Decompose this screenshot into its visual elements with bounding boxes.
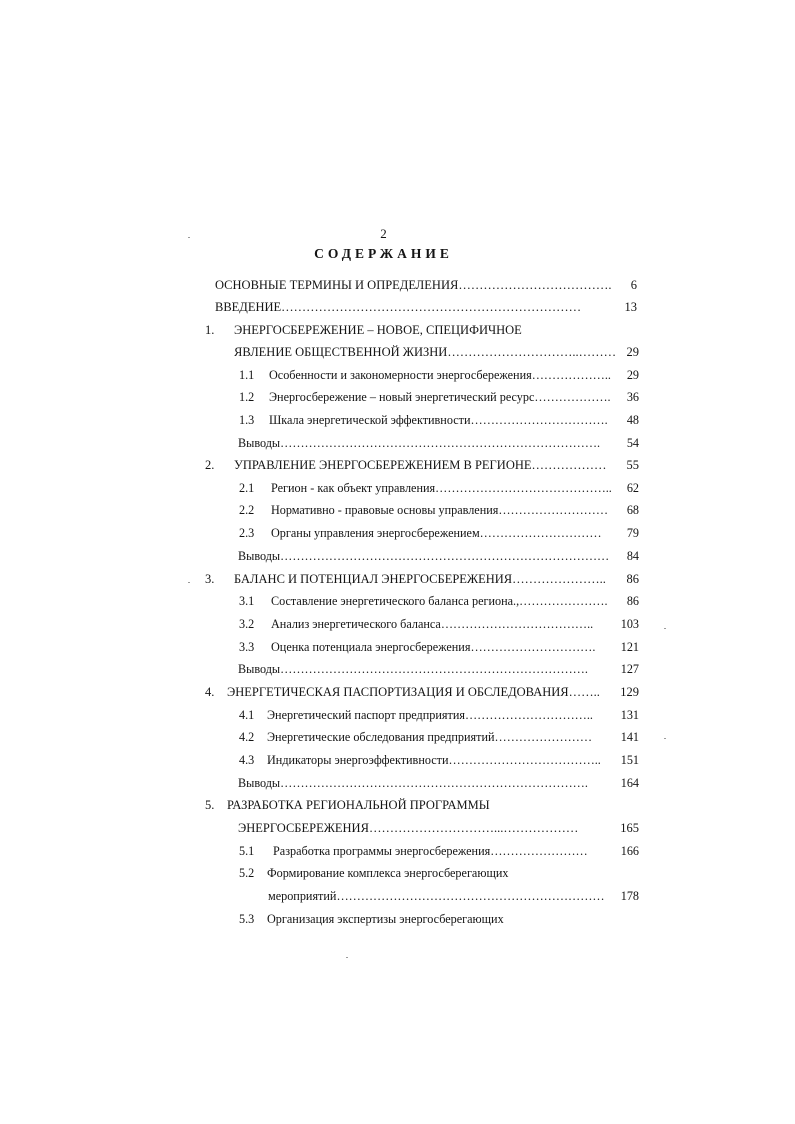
entry-page: 141 [620, 730, 639, 744]
entry-leader: …………………………..……… [447, 345, 617, 359]
entry-title: Выводы [238, 662, 281, 676]
entry-page: 166 [620, 844, 639, 858]
entry-leader: ……………………………………………………………………. [280, 436, 601, 450]
entry-page: 164 [620, 776, 639, 790]
entry-title: Составление энергетического баланса региона [271, 594, 514, 608]
entry-number: 3. [205, 572, 215, 586]
toc-entry-chapter-1[interactable] [205, 322, 635, 339]
entry-page: 151 [620, 753, 639, 767]
entry-title: ЭНЕРГОСБЕРЕЖЕНИЕ – НОВОЕ, СПЕЦИФИЧНОЕ [234, 323, 522, 337]
entry-leader: ……………………………. [470, 413, 608, 427]
entry-title: ЭНЕРГЕТИЧЕСКАЯ ПАСПОРТИЗАЦИЯ И ОБСЛЕДОВАНИЯ [227, 685, 569, 699]
entry-leader: ………………………………. [458, 278, 612, 292]
entry-leader: ……………………………………………………………… [281, 300, 582, 314]
entry-number: 2. [205, 458, 215, 472]
entry-page: 29 [626, 345, 639, 359]
toc-entry-5-3[interactable] [239, 911, 639, 928]
entry-title: Формирование комплекса энергосберегающих [267, 866, 509, 880]
entry-number: 4.2 [239, 730, 255, 744]
entry-title: Особенности и закономерности энергосбережения [269, 368, 532, 382]
page-number: 2 [380, 226, 387, 241]
toc-entry-chapter-1-cont[interactable] [234, 344, 639, 361]
entry-number: 4.1 [239, 708, 255, 722]
entry-number: 2.2 [239, 503, 255, 517]
entry-number: 5.1 [239, 844, 255, 858]
toc-entry-terms[interactable] [215, 277, 637, 294]
entry-page: 55 [626, 458, 639, 472]
toc-entry-5-1[interactable] [239, 843, 639, 860]
entry-number: 5.2 [239, 866, 255, 880]
entry-number: 2.3 [239, 526, 255, 540]
toc-entry-introduction[interactable] [215, 299, 637, 316]
entry-leader: ………………. [534, 390, 611, 404]
entry-number: 4.3 [239, 753, 255, 767]
entry-title: УПРАВЛЕНИЕ ЭНЕРГОСБЕРЕЖЕНИЕМ В РЕГИОНЕ [234, 458, 532, 472]
entry-page: 13 [624, 300, 637, 314]
entry-number: 5. [205, 798, 215, 812]
scan-speck [188, 237, 190, 238]
entry-page: 121 [620, 640, 639, 654]
scan-speck [188, 582, 190, 583]
toc-entry-chapter-3[interactable] [205, 571, 639, 588]
scan-speck [664, 628, 666, 629]
entry-leader: ……………………………….. [448, 753, 601, 767]
entry-leader: ……………… [531, 458, 607, 472]
entry-number: 4. [205, 685, 215, 699]
toc-entry-1-3[interactable] [239, 412, 639, 429]
toc-entry-4-3[interactable] [239, 752, 639, 769]
entry-page: 86 [626, 594, 639, 608]
toc-entry-5-2[interactable] [239, 865, 639, 882]
entry-title: ВВЕДЕНИЕ [215, 300, 282, 314]
toc-entry-3-3[interactable] [239, 639, 639, 656]
toc-entry-5-2-cont[interactable] [268, 888, 639, 905]
entry-page: 127 [620, 662, 639, 676]
entry-leader: ……………………………………………………………………… [280, 549, 610, 563]
entry-number: 3.3 [239, 640, 255, 654]
entry-leader: ……………………… [498, 503, 609, 517]
toc-entry-3-2[interactable] [239, 616, 639, 633]
entry-page: 165 [620, 821, 639, 835]
entry-title: ЯВЛЕНИЕ ОБЩЕСТВЕННОЙ ЖИЗНИ [234, 345, 448, 359]
scan-speck [346, 957, 348, 958]
entry-page: 86 [626, 572, 639, 586]
entry-leader: …………………………………….. [435, 481, 612, 495]
entry-title: Органы управления энергосбережением [271, 526, 480, 540]
entry-title: мероприятий [268, 889, 337, 903]
entry-leader: ……………….. [531, 368, 611, 382]
entry-leader: ………………………………………………………… [336, 889, 605, 903]
entry-title: Разработка программы энергосбережения [273, 844, 491, 858]
entry-page: 29 [626, 368, 639, 382]
entry-title: Энергетические обследования предприятий [267, 730, 495, 744]
entry-title: Оценка потенциала энергосбережения [271, 640, 471, 654]
entry-title: Выводы [238, 436, 281, 450]
entry-page: 62 [626, 481, 639, 495]
toc-heading: СОДЕРЖАНИЕ [314, 246, 453, 261]
entry-number: 2.1 [239, 481, 255, 495]
toc-entry-chapter-5-cont[interactable] [238, 820, 639, 837]
toc-entry-chapter-5[interactable] [205, 797, 639, 814]
entry-title: ЭНЕРГОСБЕРЕЖЕНИЯ [238, 821, 369, 835]
entry-page: 68 [626, 503, 639, 517]
toc-entry-conclusions-4[interactable] [238, 775, 639, 792]
entry-number: 1.1 [239, 368, 255, 382]
toc-entry-2-1[interactable] [239, 480, 639, 497]
entry-page: 131 [620, 708, 639, 722]
entry-page: 84 [626, 549, 639, 563]
entry-page: 54 [626, 436, 639, 450]
entry-title: Нормативно - правовые основы управления [271, 503, 499, 517]
entry-number: 1.3 [239, 413, 255, 427]
entry-number: 3.2 [239, 617, 255, 631]
entry-title: Шкала энергетической эффективности [269, 413, 471, 427]
toc-entry-conclusions-3[interactable] [238, 661, 639, 678]
entry-page: 6 [630, 278, 637, 292]
entry-leader: ………………………….. [464, 708, 593, 722]
entry-title: БАЛАНС И ПОТЕНЦИАЛ ЭНЕРГОСБЕРЕЖЕНИЯ [234, 572, 513, 586]
entry-page: 103 [620, 617, 639, 631]
entry-number: 1. [205, 323, 215, 337]
entry-title: Индикаторы энергоэффективности [267, 753, 449, 767]
entry-title: Выводы [238, 776, 281, 790]
entry-leader: ……………………………….. [440, 617, 594, 631]
entry-title: Регион - как объект управления [271, 481, 436, 495]
toc-entry-4-1[interactable] [239, 707, 639, 724]
entry-leader: …………………………………………………………………. [280, 662, 588, 676]
entry-title: Энергосбережение – новый энергетический ресурс [269, 390, 535, 404]
entry-number: 1.2 [239, 390, 255, 404]
scan-speck [664, 738, 666, 739]
entry-number: 3.1 [239, 594, 255, 608]
entry-title: Энергетический паспорт предприятия [267, 708, 465, 722]
toc-entry-4-2[interactable] [239, 729, 639, 746]
toc-entry-chapter-2[interactable] [205, 457, 639, 474]
entry-leader: ………………………… [479, 526, 605, 540]
entry-title: Выводы [238, 549, 281, 563]
entry-page: 79 [626, 526, 639, 540]
toc-entry-3-1[interactable] [239, 593, 639, 610]
entry-leader: …………………… [490, 844, 588, 858]
entry-number: 5.3 [239, 912, 255, 926]
entry-leader: …….. [568, 685, 600, 699]
toc-entry-1-1[interactable] [239, 367, 639, 384]
entry-title: ОСНОВНЫЕ ТЕРМИНЫ И ОПРЕДЕЛЕНИЯ [215, 278, 459, 292]
entry-leader: …………………… [494, 730, 593, 744]
toc-entry-conclusions-1[interactable] [238, 435, 639, 452]
entry-page: 129 [620, 685, 639, 699]
entry-leader: ………………….. [512, 572, 606, 586]
toc-entry-conclusions-2[interactable] [238, 548, 639, 565]
entry-page: 48 [626, 413, 639, 427]
entry-leader: .,…………………. [513, 594, 608, 608]
entry-page: 36 [626, 390, 639, 404]
entry-leader: …………………………………………………………………. [280, 776, 588, 790]
entry-title: РАЗРАБОТКА РЕГИОНАЛЬНОЙ ПРОГРАММЫ [227, 798, 490, 812]
toc-entry-2-2[interactable] [239, 502, 639, 519]
toc-entry-2-3[interactable] [239, 525, 639, 542]
entry-title: Анализ энергетического баланса [271, 617, 441, 631]
entry-leader: …………………………. [470, 640, 596, 654]
toc-entry-1-2[interactable] [239, 389, 639, 406]
entry-title: Организация экспертизы энергосберегающих [267, 912, 504, 926]
entry-leader: …………………………...……………… [368, 821, 579, 835]
toc-entry-chapter-4[interactable] [205, 684, 639, 701]
entry-page: 178 [620, 889, 639, 903]
